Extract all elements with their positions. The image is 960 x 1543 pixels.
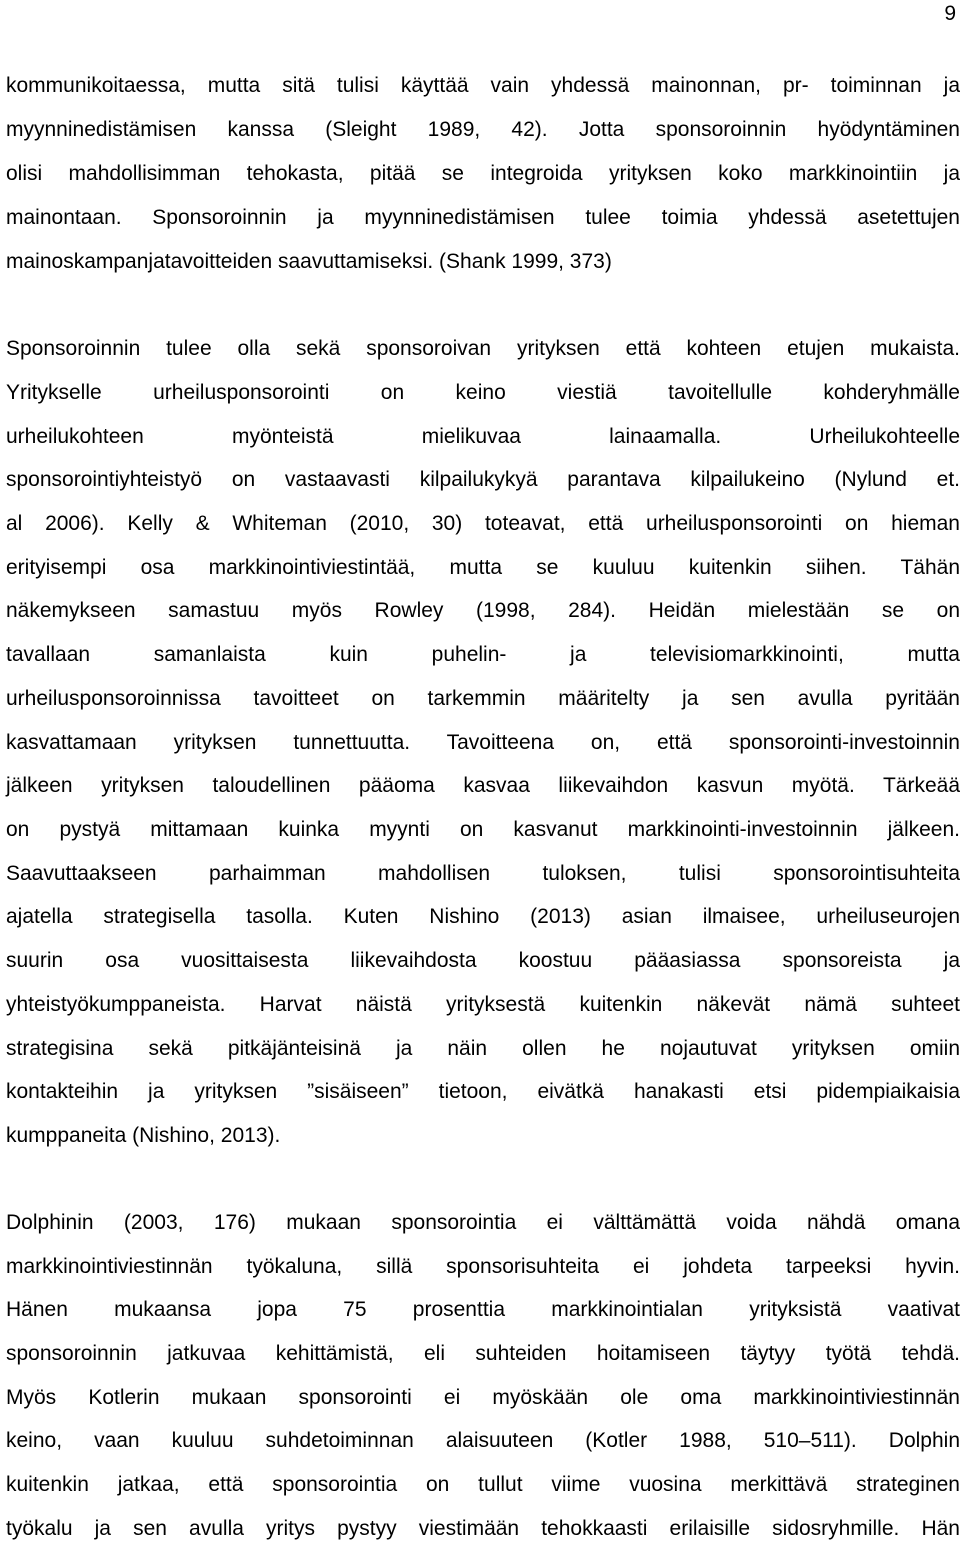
text-line: kasvattamaan yrityksen tunnettuutta. Tavoitteena on, että sponsorointi-investoinnin	[6, 731, 960, 754]
text-line: yhteistyökumppaneista. Harvat näistä yrityksestä kuitenkin näkevät nämä suhteet	[6, 993, 960, 1016]
text-line: Dolphinin (2003, 176) mukaan sponsorointia ei välttämättä voida nähdä omana	[6, 1211, 960, 1234]
text-line: myynninedistämisen kanssa (Sleight 1989, 42). Jotta sponsoroinnin hyödyntäminen	[6, 118, 960, 141]
page-number: 9	[944, 2, 956, 25]
text-line: erityisempi osa markkinointiviestintää, mutta se kuuluu kuitenkin siihen. Tähän	[6, 556, 960, 579]
text-line: kuitenkin jatkaa, että sponsorointia on tullut viime vuosina merkittävä strateginen	[6, 1473, 960, 1496]
text-line: suurin osa vuosittaisesta liikevaihdosta koostuu pääasiassa sponsoreista ja	[6, 949, 960, 972]
text-line: sponsorointiyhteistyö on vastaavasti kilpailukykyä parantava kilpailukeino (Nylund et.	[6, 468, 960, 491]
text-line: Saavuttaakseen parhaimman mahdollisen tuloksen, tulisi sponsorointisuhteita	[6, 862, 960, 885]
text-line: jälkeen yrityksen taloudellinen pääoma kasvaa liikevaihdon kasvun myötä. Tärkeää	[6, 774, 960, 797]
text-line: Myös Kotlerin mukaan sponsorointi ei myöskään ole oma markkinointiviestinnän	[6, 1386, 960, 1409]
text-line: mainoskampanjatavoitteiden saavuttamiseksi. (Shank 1999, 373)	[6, 250, 612, 273]
text-line: strategisina sekä pitkäjänteisinä ja näin ollen he nojautuvat yrityksen omiin	[6, 1037, 960, 1060]
text-line: tavallaan samanlaista kuin puhelin- ja televisiomarkkinointi, mutta	[6, 643, 960, 666]
text-line: kommunikoitaessa, mutta sitä tulisi käyttää vain yhdessä mainonnan, pr- toiminnan ja	[6, 74, 960, 97]
text-line: mainontaan. Sponsoroinnin ja myynninedistämisen tulee toimia yhdessä asetettujen	[6, 206, 960, 229]
text-line: kontakteihin ja yrityksen ”sisäiseen” tietoon, eivätkä hanakasti etsi pidempiaikaisia	[6, 1080, 960, 1103]
text-line: on pystyä mittamaan kuinka myynti on kasvanut markkinointi-investoinnin jälkeen.	[6, 818, 960, 841]
text-line: näkemykseen samastuu myös Rowley (1998, 284). Heidän mielestään se on	[6, 599, 960, 622]
text-line: Yritykselle urheilusponsorointi on keino viestiä tavoitellulle kohderyhmälle	[6, 381, 960, 404]
text-line: urheilusponsoroinnissa tavoitteet on tarkemmin määritelty ja sen avulla pyritään	[6, 687, 960, 710]
text-line: ajatella strategisella tasolla. Kuten Nishino (2013) asian ilmaisee, urheiluseurojen	[6, 905, 960, 928]
text-line: sponsoroinnin jatkuvaa kehittämistä, eli suhteiden hoitamiseen täytyy työtä tehdä.	[6, 1342, 960, 1365]
text-line: työkalu ja sen avulla yritys pystyy viestimään tehokkaasti erilaisille sidosryhmille. Hän	[6, 1517, 960, 1540]
text-line: markkinointiviestinnän työkaluna, sillä sponsorisuhteita ei johdeta tarpeeksi hyvin.	[6, 1255, 960, 1278]
text-line: kumppaneita (Nishino, 2013).	[6, 1124, 281, 1147]
text-line: keino, vaan kuuluu suhdetoiminnan alaisuuteen (Kotler 1988, 510–511). Dolphin	[6, 1429, 960, 1452]
text-line: urheilukohteen myönteistä mielikuvaa lainaamalla. Urheilukohteelle	[6, 425, 960, 448]
text-line: olisi mahdollisimman tehokasta, pitää se integroida yrityksen koko markkinointiin ja	[6, 162, 960, 185]
text-line: al 2006). Kelly & Whiteman (2010, 30) toteavat, että urheilusponsorointi on hieman	[6, 512, 960, 535]
text-line: Hänen mukaansa jopa 75 prosenttia markkinointialan yrityksistä vaativat	[6, 1298, 960, 1321]
text-line: Sponsoroinnin tulee olla sekä sponsoroivan yrityksen että kohteen etujen mukaista.	[6, 337, 960, 360]
